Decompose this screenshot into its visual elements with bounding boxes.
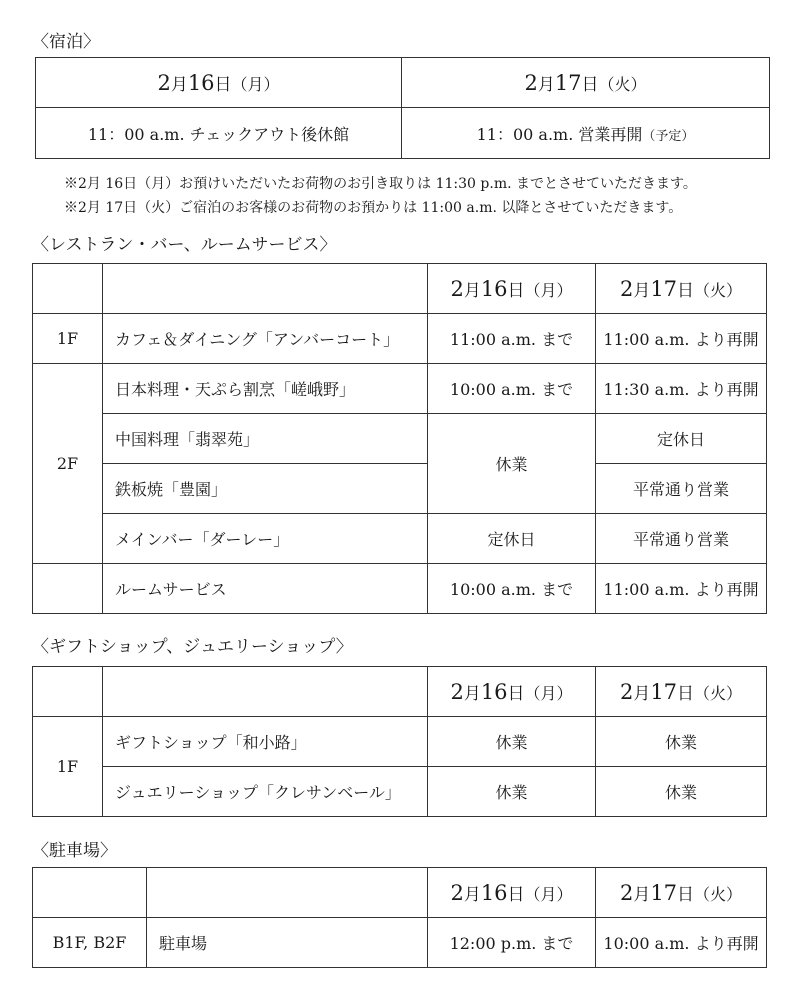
parking-heading: 〈駐車場〉 [32, 841, 117, 861]
hours-day2: 平常通り営業 [596, 514, 767, 564]
hours-day1: 休業 [428, 717, 596, 767]
restaurant-date-1: 2月16日（月） [428, 264, 596, 314]
table-row [33, 464, 767, 514]
gift-table [32, 666, 767, 817]
gift-date-1: 2月16日（月） [428, 667, 596, 717]
shop-name: ギフトショップ「和小路」 [103, 717, 428, 767]
venue-name: ルームサービス [103, 564, 428, 614]
lodging-status-1: 11：00 a.m. チェックアウト後休館 [36, 108, 402, 159]
hours-day1: 10:00 a.m. まで [428, 364, 596, 414]
lodging-date-2: 2月17日（火） [402, 58, 770, 108]
gift-date-2: 2月17日（火） [596, 667, 767, 717]
venue-name: メインバー「ダーレー」 [103, 514, 428, 564]
hours-day2: 11:00 a.m. より再開 [596, 564, 767, 614]
floor-cell [33, 564, 103, 614]
table-row [33, 717, 767, 767]
lodging-status-2: 11：00 a.m. 営業再開（予定） [402, 108, 770, 159]
hours-day1: 10:00 a.m. まで [428, 564, 596, 614]
restaurant-heading: 〈レストラン・バー、ルームサービス〉 [32, 235, 337, 255]
floor-cell: 1F [33, 717, 103, 817]
gift-header-name [103, 667, 428, 717]
parking-header-name [147, 868, 428, 918]
hours-day2: 11:30 a.m. より再開 [596, 364, 767, 414]
hours-day1: 11:00 a.m. まで [428, 314, 596, 364]
hours-day2: 休業 [596, 767, 767, 817]
restaurant-header-name [103, 264, 428, 314]
lodging-heading: 〈宿泊〉 [32, 32, 100, 52]
table-row [33, 564, 767, 614]
hours-day1: 休業 [428, 414, 596, 514]
parking-header-floor [33, 868, 147, 918]
floor-cell: 2F [33, 364, 103, 564]
table-row [33, 314, 767, 364]
table-row [33, 364, 767, 414]
lodging-date-1: 2月16日（月） [36, 58, 402, 108]
hours-day1: 12:00 p.m. まで [428, 918, 596, 968]
hours-day2: 定休日 [596, 414, 767, 464]
venue-name: カフェ＆ダイニング「アンバーコート」 [103, 314, 428, 364]
hours-day2: 平常通り営業 [596, 464, 767, 514]
shop-name: ジュエリーショップ「クレサンベール」 [103, 767, 428, 817]
venue-name: 中国料理「翡翠苑」 [103, 414, 428, 464]
hours-day2: 11:00 a.m. より再開 [596, 314, 767, 364]
floor-cell: B1F, B2F [33, 918, 147, 968]
hours-day1: 定休日 [428, 514, 596, 564]
table-row [33, 767, 767, 817]
floor-cell: 1F [33, 314, 103, 364]
gift-heading: 〈ギフトショップ、ジュエリーショップ〉 [32, 637, 353, 657]
parking-table [32, 867, 767, 968]
lodging-note: ※2月 17日（火）ご宿泊のお客様のお荷物のお預かりは 11:00 a.m. 以降とさせていただきます。 [64, 200, 683, 216]
restaurant-date-2: 2月17日（火） [596, 264, 767, 314]
parking-date-1: 2月16日（月） [428, 868, 596, 918]
hours-day2: 休業 [596, 717, 767, 767]
facility-name: 駐車場 [147, 918, 428, 968]
hours-day1: 休業 [428, 767, 596, 817]
table-row [33, 514, 767, 564]
venue-name: 鉄板焼「豊園」 [103, 464, 428, 514]
parking-date-2: 2月17日（火） [596, 868, 767, 918]
restaurant-header-floor [33, 264, 103, 314]
lodging-notes [64, 172, 697, 220]
lodging-note: ※2月 16日（月）お預けいただいたお荷物のお引き取りは 11:30 p.m. までとさせていただきます。 [64, 176, 697, 192]
gift-header-floor [33, 667, 103, 717]
venue-name: 日本料理・天ぷら割烹「嵯峨野」 [103, 364, 428, 414]
restaurant-table [32, 263, 767, 614]
lodging-table [35, 57, 770, 159]
table-row [33, 918, 767, 968]
hours-day2: 10:00 a.m. より再開 [596, 918, 767, 968]
table-row [33, 414, 767, 464]
